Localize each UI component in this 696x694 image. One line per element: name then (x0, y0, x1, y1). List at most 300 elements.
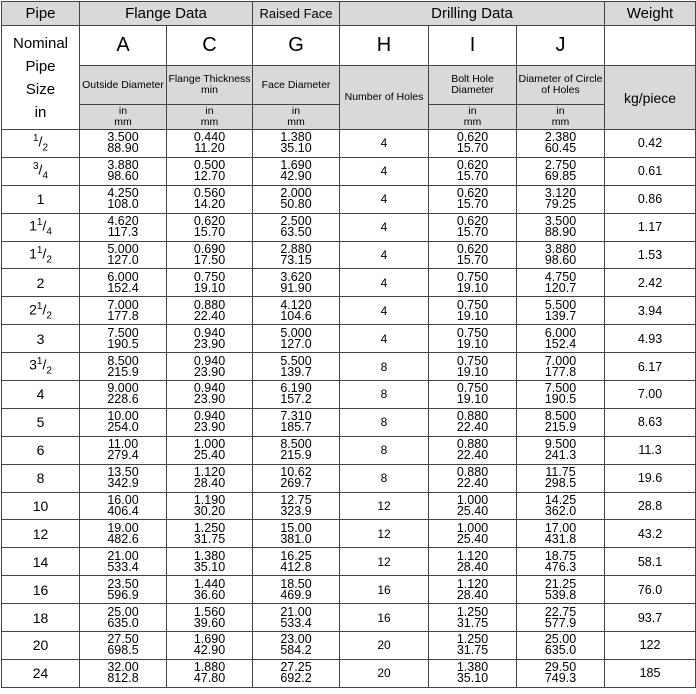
face-diameter-cell-in: 5.500 (280, 353, 312, 368)
outside-diameter-cell-in: 6.000 (107, 269, 139, 284)
outside-diameter-cell-in: 3.500 (107, 130, 139, 145)
face-diameter-cell-mm: 35.10 (280, 141, 312, 156)
circle-of-holes-cell-mm: 60.45 (544, 141, 577, 156)
unit-j: in mm (517, 105, 605, 130)
circle-of-holes-cell-in: 4.750 (544, 269, 577, 284)
pipe-size (2, 464, 80, 492)
face-diameter-cell-in: 15.00 (280, 520, 312, 535)
face-diameter-cell-in: 5.000 (280, 325, 312, 340)
pipe-size-whole: 1 (36, 191, 45, 208)
flange-table (1, 1, 696, 688)
number-of-holes-cell: 12 (340, 548, 429, 576)
outside-diameter-cell-in: 10.00 (107, 409, 139, 424)
table-row (2, 492, 696, 520)
face-diameter-cell-mm: 269.7 (280, 476, 312, 491)
pipe-size-num: 1 (32, 133, 39, 145)
number-of-holes-cell: 8 (340, 408, 429, 436)
pipe-size-whole: 1 (29, 217, 37, 234)
outside-diameter-cell (80, 408, 167, 436)
bolt-hole-diameter-cell-in: 0.620 (456, 158, 489, 173)
pipe-size-whole: 18 (32, 609, 49, 626)
outside-diameter-cell-mm: 342.9 (107, 476, 139, 491)
flange-thickness-cell (167, 436, 253, 464)
table-row (2, 269, 696, 297)
pipe-size-den: 2 (46, 310, 52, 322)
number-of-holes-cell: 8 (340, 464, 429, 492)
outside-diameter-cell (80, 297, 167, 325)
weight-blank (605, 26, 696, 66)
bolt-hole-diameter-cell-in: 1.000 (456, 520, 489, 535)
number-of-holes-header: Number of Holes (340, 66, 429, 130)
number-of-holes-cell: 4 (340, 269, 429, 297)
weight-cell: 2.42 (605, 269, 696, 297)
bolt-hole-diameter-cell-mm: 31.75 (456, 643, 489, 658)
face-diameter-cell-mm: 469.9 (280, 587, 312, 602)
face-diameter-cell-in: 1.690 (280, 158, 312, 173)
outside-diameter-cell (80, 464, 167, 492)
face-diameter-cell-mm: 185.7 (280, 420, 312, 435)
outside-diameter-cell-mm: 228.6 (107, 392, 139, 407)
unit-c: in mm (167, 105, 253, 130)
face-diameter-cell-mm: 533.4 (280, 615, 312, 630)
pipe-size (2, 548, 80, 576)
face-diameter-cell-mm: 127.0 (280, 336, 312, 351)
outside-diameter-cell-in: 27.50 (107, 632, 139, 647)
circle-of-holes-cell-in: 21.25 (544, 576, 577, 591)
circle-of-holes-cell-mm: 362.0 (544, 504, 577, 519)
circle-of-holes-cell (517, 185, 605, 213)
flange-thickness-cell-mm: 12.70 (193, 169, 226, 184)
pipe-size: $^3/_4$ (2, 157, 80, 185)
circle-of-holes-cell (517, 520, 605, 548)
bolt-hole-diameter-cell (429, 604, 517, 632)
pipe-size-den: 2 (42, 142, 48, 154)
face-diameter-cell-in: 18.50 (280, 576, 312, 591)
table-row (2, 576, 696, 604)
bolt-hole-diameter-cell-mm: 19.10 (456, 392, 489, 407)
bolt-hole-diameter-cell-in: 0.750 (456, 353, 489, 368)
weight-cell: 185 (605, 659, 696, 687)
pipe-size-den: 2 (46, 365, 52, 377)
face-diameter-cell-in: 7.310 (280, 409, 312, 424)
weight-cell: 58.1 (605, 548, 696, 576)
bolt-hole-diameter-cell-mm: 28.40 (456, 559, 489, 574)
pipe-size (2, 632, 80, 660)
outside-diameter-cell-in: 23.50 (107, 576, 139, 591)
outside-diameter-cell-mm: 279.4 (107, 448, 139, 463)
face-diameter-cell (253, 604, 340, 632)
circle-of-holes-cell-mm: 215.9 (544, 420, 577, 435)
pipe-size (2, 659, 80, 687)
flange-thickness-cell (167, 548, 253, 576)
flange-thickness-cell (167, 325, 253, 353)
outside-diameter-cell (80, 381, 167, 409)
pipe-size-whole: 10 (32, 498, 49, 515)
circle-of-holes-cell-mm: 79.25 (544, 197, 577, 212)
pipe-size: $3^1/_2$ (2, 353, 80, 381)
face-diameter-cell (253, 659, 340, 687)
outside-diameter-cell (80, 241, 167, 269)
face-diameter-cell-mm: 323.9 (280, 504, 312, 519)
weight-cell: 8.63 (605, 408, 696, 436)
flange-thickness-cell (167, 213, 253, 241)
bolt-hole-diameter-cell (429, 241, 517, 269)
circle-of-holes-cell-in: 7.000 (544, 353, 577, 368)
unit-i: in mm (429, 105, 517, 130)
bolt-hole-diameter-cell-mm: 19.10 (456, 308, 489, 323)
outside-diameter-cell-mm: 254.0 (107, 420, 139, 435)
col-c-letter: C (167, 26, 253, 66)
face-diameter-cell-mm: 73.15 (280, 253, 312, 267)
circle-of-holes-cell-mm: 190.5 (544, 392, 577, 407)
pipe-size (2, 269, 80, 297)
face-diameter-cell (253, 185, 340, 213)
weight-cell: 0.86 (605, 185, 696, 213)
col-g-letter: G (253, 26, 340, 66)
face-diameter-cell-in: 21.00 (280, 604, 312, 619)
bolt-hole-diameter-cell-in: 0.750 (456, 325, 489, 340)
flange-thickness-cell-mm: 23.90 (193, 336, 226, 351)
unit-g: in mm (253, 105, 340, 130)
weight-cell: 6.17 (605, 353, 696, 381)
bolt-hole-diameter-cell-mm: 25.40 (456, 504, 489, 519)
flange-thickness-header: Flange Thickness min (167, 66, 253, 105)
flange-thickness-cell (167, 632, 253, 660)
face-diameter-cell-in: 27.25 (280, 660, 312, 675)
weight-cell: 76.0 (605, 576, 696, 604)
circle-of-holes-cell (517, 436, 605, 464)
circle-of-holes-cell-mm: 635.0 (544, 643, 577, 658)
pipe-size: $^1/_2$ (2, 130, 80, 158)
pipe-size (2, 604, 80, 632)
flange-thickness-cell-mm: 47.80 (193, 671, 226, 686)
pipe-size-num: 1 (36, 244, 43, 256)
bolt-hole-diameter-cell-mm: 19.10 (456, 280, 489, 295)
face-diameter-cell-in: 6.190 (280, 381, 312, 396)
pipe-size-den: 4 (42, 170, 48, 182)
outside-diameter-cell-in: 11.00 (107, 437, 139, 452)
outside-diameter-cell (80, 520, 167, 548)
pipe-size (2, 381, 80, 409)
pipe-size: $1^1/_4$ (2, 213, 80, 241)
flange-thickness-cell-mm: 25.40 (193, 448, 226, 463)
flange-thickness-cell (167, 353, 253, 381)
flange-thickness-cell-in: 0.940 (193, 409, 226, 424)
flange-thickness-cell (167, 185, 253, 213)
weight-cell: 19.6 (605, 464, 696, 492)
number-of-holes-cell: 20 (340, 659, 429, 687)
face-diameter-cell-mm: 139.7 (280, 364, 312, 379)
table-row (2, 130, 696, 158)
flange-thickness-cell-mm: 42.90 (193, 643, 226, 658)
bolt-hole-diameter-cell-mm: 22.40 (456, 448, 489, 463)
flange-thickness-cell (167, 297, 253, 325)
pipe-size-whole: 20 (32, 637, 49, 654)
number-of-holes-cell: 8 (340, 381, 429, 409)
circle-of-holes-cell (517, 659, 605, 687)
face-diameter-cell-mm: 381.0 (280, 531, 312, 546)
outside-diameter-cell (80, 659, 167, 687)
flange-thickness-cell-in: 1.880 (193, 660, 226, 675)
flange-thickness-cell (167, 241, 253, 269)
face-diameter-cell (253, 325, 340, 353)
kg-per-piece-header: kg/piece (605, 66, 696, 130)
outside-diameter-cell-mm: 190.5 (107, 336, 139, 351)
bolt-hole-diameter-cell-in: 0.620 (456, 242, 489, 256)
flange-thickness-cell-in: 1.000 (193, 437, 226, 452)
flange-thickness-cell-mm: 30.20 (193, 504, 226, 519)
circle-of-holes-cell (517, 548, 605, 576)
circle-of-holes-cell-in: 3.880 (544, 242, 577, 256)
face-diameter-cell-in: 16.25 (280, 548, 312, 563)
bolt-hole-diameter-cell-mm: 28.40 (456, 587, 489, 602)
outside-diameter-cell-mm: 152.4 (107, 280, 139, 295)
bolt-hole-diameter-cell-mm: 25.40 (456, 531, 489, 546)
pipe-size-whole: 4 (36, 386, 45, 403)
weight-cell: 1.17 (605, 213, 696, 241)
flange-thickness-cell (167, 157, 253, 185)
bolt-hole-diameter-cell-mm: 31.75 (456, 615, 489, 630)
flange-thickness-cell-mm: 23.90 (193, 420, 226, 435)
weight-cell: 28.8 (605, 492, 696, 520)
outside-diameter-cell (80, 353, 167, 381)
table-row (2, 548, 696, 576)
weight-cell: 0.61 (605, 157, 696, 185)
bolt-hole-diameter-cell-in: 1.250 (456, 604, 489, 619)
circle-of-holes-cell (517, 241, 605, 269)
table-row (2, 408, 696, 436)
face-diameter-cell-in: 8.500 (280, 437, 312, 452)
outside-diameter-cell-in: 9.000 (107, 381, 139, 396)
bolt-hole-diameter-cell (429, 297, 517, 325)
face-diameter-cell-in: 23.00 (280, 632, 312, 647)
pipe-size-whole: 16 (32, 581, 49, 598)
pipe-size-whole: 2 (36, 274, 45, 291)
bolt-hole-diameter-cell (429, 213, 517, 241)
bolt-hole-diameter-cell-in: 0.880 (456, 409, 489, 424)
pipe-size-num: 1 (36, 216, 43, 228)
flange-thickness-cell-mm: 39.60 (193, 615, 226, 630)
weight-cell: 11.3 (605, 436, 696, 464)
outside-diameter-cell (80, 436, 167, 464)
face-diameter-cell (253, 408, 340, 436)
circle-of-holes-cell-mm: 177.8 (544, 364, 577, 379)
outside-diameter-cell (80, 548, 167, 576)
circle-of-holes-cell (517, 408, 605, 436)
circle-of-holes-cell-in: 25.00 (544, 632, 577, 647)
outside-diameter-cell-mm: 117.3 (107, 225, 139, 240)
flange-thickness-cell-in: 0.940 (193, 325, 226, 340)
number-of-holes-cell: 4 (340, 185, 429, 213)
flange-thickness-cell (167, 408, 253, 436)
circle-of-holes-cell (517, 632, 605, 660)
face-diameter-cell (253, 130, 340, 158)
pipe-size-whole: 12 (32, 525, 49, 542)
flange-thickness-cell-mm: 28.40 (193, 476, 226, 491)
flange-thickness-cell-in: 0.940 (193, 381, 226, 396)
flange-thickness-cell (167, 492, 253, 520)
pipe-size-whole: 3 (29, 357, 37, 373)
number-of-holes-cell: 4 (340, 130, 429, 158)
weight-cell: 43.2 (605, 520, 696, 548)
pipe-size-whole: 6 (36, 442, 45, 459)
circle-of-holes-cell-in: 29.50 (544, 660, 577, 675)
weight-cell: 3.94 (605, 297, 696, 325)
bolt-hole-diameter-cell (429, 632, 517, 660)
outside-diameter-cell-in: 4.250 (107, 186, 139, 201)
outside-diameter-cell-mm: 812.8 (107, 671, 139, 686)
table-row (2, 436, 696, 464)
pipe-size-whole: 8 (36, 470, 45, 487)
flange-thickness-cell-in: 1.440 (193, 576, 226, 591)
flange-data-header: Flange Data (80, 2, 253, 26)
outside-diameter-cell-mm: 406.4 (107, 504, 139, 519)
face-diameter-cell (253, 157, 340, 185)
outside-diameter-cell-mm: 127.0 (107, 253, 139, 267)
pipe-size (2, 492, 80, 520)
face-diameter-cell (253, 464, 340, 492)
col-h-letter: H (340, 26, 429, 66)
face-diameter-cell-mm: 215.9 (280, 448, 312, 463)
flange-thickness-cell (167, 269, 253, 297)
outside-diameter-cell (80, 213, 167, 241)
bolt-hole-diameter-cell (429, 659, 517, 687)
pipe-size (2, 408, 80, 436)
face-diameter-cell (253, 436, 340, 464)
table-row (2, 520, 696, 548)
circle-of-holes-cell (517, 325, 605, 353)
face-diameter-cell (253, 492, 340, 520)
outside-diameter-cell (80, 325, 167, 353)
bolt-hole-diameter-cell (429, 185, 517, 213)
bolt-hole-diameter-cell (429, 576, 517, 604)
face-diameter-cell (253, 520, 340, 548)
table-row (2, 297, 696, 325)
bolt-hole-diameter-cell-mm: 19.10 (456, 364, 489, 379)
weight-cell: 4.93 (605, 325, 696, 353)
weight-cell: 122 (605, 632, 696, 660)
bolt-hole-diameter-cell (429, 520, 517, 548)
bolt-hole-diameter-cell (429, 464, 517, 492)
circle-of-holes-cell-mm: 88.90 (544, 225, 577, 240)
bolt-hole-diameter-cell-mm: 35.10 (456, 671, 489, 686)
circle-of-holes-cell-mm: 139.7 (544, 308, 577, 323)
number-of-holes-cell: 12 (340, 520, 429, 548)
bolt-hole-diameter-cell-in: 0.620 (456, 130, 489, 145)
outside-diameter-cell-mm: 698.5 (107, 643, 139, 658)
outside-diameter-cell-mm: 108.0 (107, 197, 139, 212)
outside-diameter-cell-in: 5.000 (107, 242, 139, 256)
circle-of-holes-cell (517, 464, 605, 492)
flange-thickness-cell (167, 520, 253, 548)
pipe-size-whole: 14 (32, 553, 49, 570)
bolt-hole-diameter-cell (429, 381, 517, 409)
outside-diameter-cell-mm: 482.6 (107, 531, 139, 546)
circle-of-holes-cell (517, 157, 605, 185)
pipe-size-whole: 24 (32, 665, 49, 682)
flange-thickness-cell-mm: 23.90 (193, 392, 226, 407)
flange-thickness-cell-in: 1.560 (193, 604, 226, 619)
weight-cell: 0.42 (605, 130, 696, 158)
face-diameter-cell-in: 3.620 (280, 269, 312, 284)
bolt-hole-diameter-cell-in: 0.750 (456, 381, 489, 396)
outside-diameter-cell-mm: 98.60 (107, 169, 139, 184)
table-row (2, 604, 696, 632)
table-row (2, 464, 696, 492)
bolt-hole-diameter-cell-in: 0.620 (456, 214, 489, 229)
nominal-pipe-size-header: Nominal Pipe Size in (2, 26, 80, 130)
bolt-hole-diameter-cell-mm: 22.40 (456, 476, 489, 491)
flange-thickness-cell-in: 0.750 (193, 269, 226, 284)
face-diameter-cell-in: 2.880 (280, 242, 312, 256)
outside-diameter-cell (80, 576, 167, 604)
pipe-size-num: 1 (36, 300, 43, 312)
flange-thickness-cell (167, 576, 253, 604)
outside-diameter-cell-mm: 88.90 (107, 141, 139, 156)
number-of-holes-cell: 16 (340, 576, 429, 604)
circle-of-holes-cell (517, 269, 605, 297)
table-row (2, 325, 696, 353)
circle-of-holes-cell-in: 3.120 (544, 186, 577, 201)
pipe-size-den: 4 (46, 226, 52, 238)
bolt-hole-diameter-cell-in: 0.620 (456, 186, 489, 201)
face-diameter-cell (253, 381, 340, 409)
weight-cell: 7.00 (605, 381, 696, 409)
circle-of-holes-cell-mm: 152.4 (544, 336, 577, 351)
circle-of-holes-cell (517, 130, 605, 158)
col-a-letter: A (80, 26, 167, 66)
flange-thickness-cell-in: 1.190 (193, 493, 226, 508)
pipe-size-num: 1 (36, 356, 43, 368)
face-diameter-cell-mm: 584.2 (280, 643, 312, 658)
bolt-hole-diameter-cell-in: 1.380 (456, 660, 489, 675)
table-row (2, 241, 696, 269)
outside-diameter-cell-in: 25.00 (107, 604, 139, 619)
number-of-holes-cell: 4 (340, 213, 429, 241)
face-diameter-cell (253, 241, 340, 269)
face-diameter-header: Face Diameter (253, 66, 340, 105)
face-diameter-cell (253, 632, 340, 660)
face-diameter-cell-mm: 157.2 (280, 392, 312, 407)
face-diameter-cell-mm: 91.90 (280, 280, 312, 295)
face-diameter-cell-mm: 692.2 (280, 671, 312, 686)
outside-diameter-cell-in: 19.00 (107, 520, 139, 535)
flange-thickness-cell-mm: 36.60 (193, 587, 226, 602)
bolt-hole-diameter-cell-in: 0.750 (456, 269, 489, 284)
bolt-hole-diameter-cell-mm: 15.70 (456, 141, 489, 156)
flange-thickness-cell (167, 464, 253, 492)
bolt-hole-diameter-cell-mm: 15.70 (456, 225, 489, 240)
circle-of-holes-cell (517, 492, 605, 520)
outside-diameter-cell (80, 130, 167, 158)
flange-thickness-cell-in: 0.500 (193, 158, 226, 173)
pipe-header: Pipe (2, 2, 80, 26)
outside-diameter-cell-mm: 533.4 (107, 559, 139, 574)
flange-thickness-cell-mm: 22.40 (193, 308, 226, 323)
pipe-size-whole: 5 (36, 414, 45, 431)
weight-cell: 1.53 (605, 241, 696, 269)
circle-of-holes-cell-in: 2.750 (544, 158, 577, 173)
circle-of-holes-cell (517, 297, 605, 325)
bolt-hole-diameter-cell (429, 408, 517, 436)
pipe-size: $1^1/_2$ (2, 241, 80, 269)
flange-thickness-cell-in: 1.690 (193, 632, 226, 647)
outside-diameter-cell-in: 7.500 (107, 325, 139, 340)
circle-of-holes-cell-in: 11.75 (545, 465, 576, 480)
circle-of-holes-cell-in: 9.500 (544, 437, 577, 452)
face-diameter-cell (253, 548, 340, 576)
flange-thickness-cell-in: 0.620 (193, 214, 226, 229)
